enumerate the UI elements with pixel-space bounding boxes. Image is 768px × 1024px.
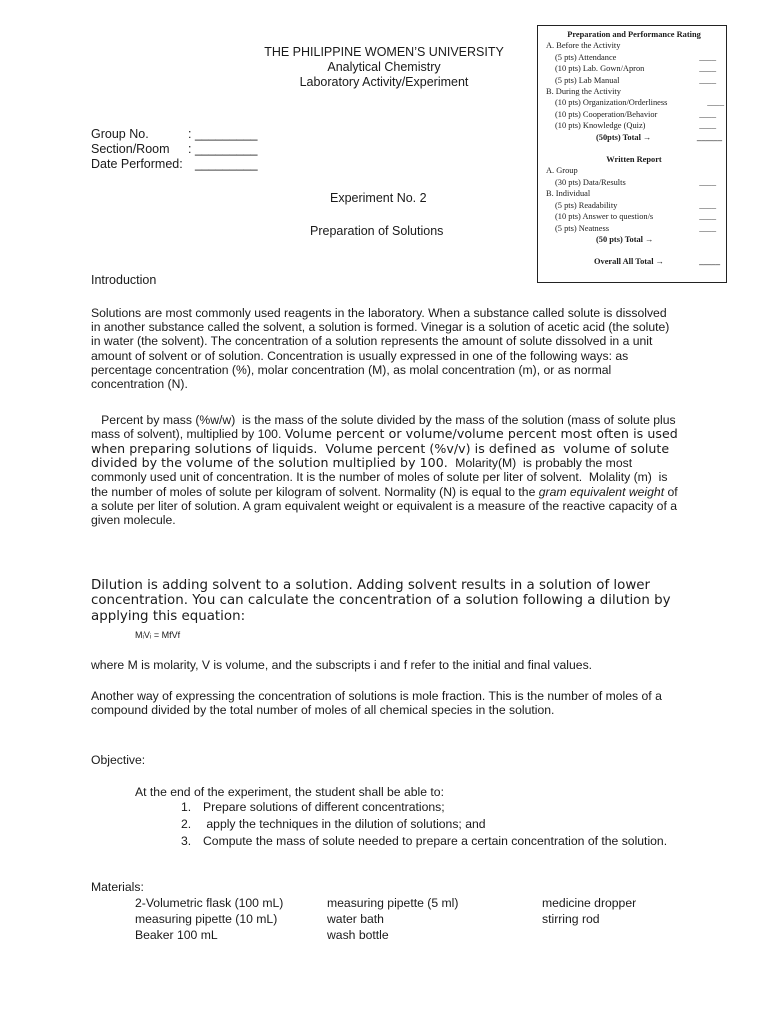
materials-heading: Materials: — [91, 880, 144, 894]
list-item: wash bottle — [327, 928, 389, 942]
overall-total: Overall All Total → _____ — [594, 257, 720, 267]
list-item: 2-Volumetric flask (100 mL) — [135, 896, 284, 910]
rating-item: (10 pts) Answer to question/s ____ — [555, 212, 716, 222]
intro-paragraph-5: Another way of expressing the concentration of solutions is mole fraction. This is the number of moles of a compound divided by the total number of moles of all chemical species in the solution. — [91, 689, 662, 718]
activity-type: Laboratory Activity/Experiment — [299, 75, 469, 89]
rating-title: Preparation and Performance Rating — [567, 30, 701, 39]
experiment-number: Experiment No. 2 — [330, 191, 427, 205]
materials-column-1 — [135, 895, 283, 943]
written-section-b: B. Individual — [546, 189, 591, 199]
list-item: 3. Compute the mass of solute needed to prepare a certain concentration of the solution. — [181, 834, 668, 848]
rating-total-2: (50 pts) Total → — [596, 234, 654, 244]
intro-paragraph-1: Solutions are most commonly used reagents in the laboratory. When a substance called solute is dissolved in another substance called the solvent, a solution is formed. Vinegar is a solution of acetic acid (the solute) in water (the solvent). The concentration of a solution represents the amount of solute dissolved in a unit amount of solvent or of solution. Concentration is usually expressed in one of the following ways: as percentage concentration (%), molar concentration (M), as molal concentration (m), or as normal concentration (N). — [91, 306, 670, 392]
rating-item: (10 pts) Organization/Orderliness ____ — [555, 98, 724, 108]
rating-item: (5 pts) Readability ____ — [555, 200, 716, 210]
intro-paragraph-2: Percent by mass (%w/w) is the mass of the solute divided by the mass of the solution (mass of solute plus mass of solvent), multiplied by 100. Volume percent or volume/volume percent most often is used when preparing solutions of liquids. Volume percent (%v/v) is defined as volume of solute divided by the volume of the solution multiplied by 100. Molarity(M) is probably the most commonly used unit of concentration. It is the number of moles of solute per liter of solvent. Molality (m) is the number of moles of solute per kilogram of solvent. Normality (N) is equal to the gram equivalent weight of a solute per liter of solution. A gram equivalent weight or equivalent is a measure of the reactive capacity of a given molecule. — [91, 413, 682, 528]
date-performed-field: Date Performed: _________ — [91, 157, 258, 171]
list-item: 2. apply the techniques in the dilution of solutions; and — [181, 817, 486, 831]
group-number-field: Group No. : _________ — [91, 127, 258, 141]
rating-box — [537, 25, 727, 283]
objective-lead: At the end of the experiment, the student shall be able to: — [135, 785, 444, 799]
list-item: measuring pipette (5 ml) — [327, 896, 459, 910]
intro-paragraph-4: where M is molarity, V is volume, and the subscripts i and f refer to the initial and final values. — [91, 658, 593, 672]
rating-item: (5 pts) Attendance ____ — [555, 52, 716, 62]
course-name: Analytical Chemistry — [327, 60, 441, 74]
objective-heading: Objective: — [91, 753, 146, 767]
rating-section-b: B. During the Activity — [546, 87, 621, 97]
materials-column-3 — [542, 895, 636, 927]
dilution-paragraph: Dilution is adding solvent to a solution. Adding solvent results in a solution of lower concentration. You can calculate the concentration of a solution following a dilution by applying this equation: — [91, 578, 671, 624]
rating-item: (30 pts) Data/Results ____ — [555, 177, 716, 187]
list-item: 1. Prepare solutions of different concentrations; — [181, 800, 445, 814]
introduction-heading: Introduction — [91, 273, 157, 287]
written-section-a: A. Group — [546, 166, 578, 176]
materials-column-2 — [327, 895, 458, 943]
list-item: measuring pipette (10 mL) — [135, 912, 278, 926]
rating-item: (10 pts) Lab. Gown/Apron ____ — [555, 64, 716, 74]
rating-item: (5 pts) Neatness ____ — [555, 223, 716, 233]
rating-total-1: (50pts) Total → ______ — [596, 132, 722, 142]
document-header — [234, 45, 534, 90]
objective-list — [181, 800, 701, 848]
dilution-equation: MᵢVᵢ = MfVf — [135, 630, 181, 640]
list-item: medicine dropper — [542, 896, 637, 910]
list-item: Beaker 100 mL — [135, 928, 218, 942]
university-name: THE PHILIPPINE WOMEN’S UNIVERSITY — [264, 45, 504, 59]
list-item: stirring rod — [542, 912, 600, 926]
rating-item: (10 pts) Knowledge (Quiz) ____ — [555, 121, 716, 131]
list-item: water bath — [327, 912, 384, 926]
section-room-field: Section/Room : _________ — [91, 142, 258, 156]
experiment-title: Preparation of Solutions — [310, 224, 444, 238]
written-report-title: Written Report — [606, 155, 662, 165]
rating-item: (10 pts) Cooperation/Behavior ____ — [555, 109, 716, 119]
rating-section-a: A. Before the Activity — [546, 41, 621, 51]
rating-item: (5 pts) Lab Manual ____ — [555, 75, 716, 85]
